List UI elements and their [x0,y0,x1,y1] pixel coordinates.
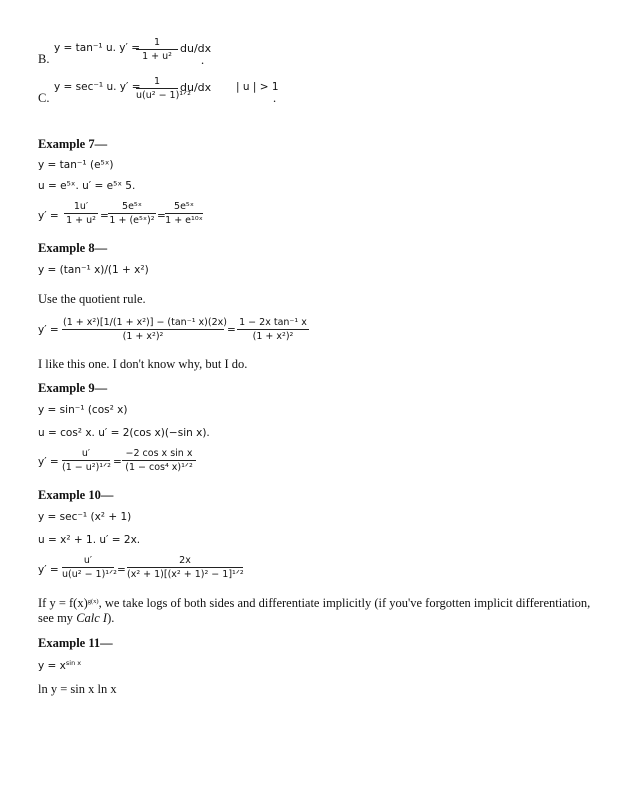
item-b-denominator: 1 + u² [142,51,172,62]
paragraph-line-1 [38,597,590,610]
equals-sign: = [117,564,126,576]
example-8-line-1: y = (tan⁻¹ x)/(1 + x²) [38,264,149,276]
item-c-end: . [273,91,277,105]
example-10-line-1: y = sec⁻¹ (x² + 1) [38,511,132,523]
paragraph-text: If y = f(x) [38,596,88,610]
example-9-f1-denominator: (1 − u²)¹ᐟ² [62,462,111,473]
example-11-base: y = x [38,660,66,672]
item-b-letter: B. [38,52,50,66]
item-c-denominator: u(u² − 1)¹ᐟ² [136,90,191,101]
example-10-heading: Example 10— [38,488,114,502]
example-7-heading: Example 7— [38,137,108,151]
example-7-f3-denominator: 1 + e¹⁰ˣ [165,215,203,226]
paragraph-line-2 [38,612,114,625]
example-7-f2-denominator: 1 + (e⁵ˣ)² [109,215,155,226]
item-b-lhs: y = tan⁻¹ u. y′ = [54,42,141,54]
paragraph-text: , we take logs of both sides and differentiate implicitly (if you've forgotten implicit differentiation, [98,596,591,610]
example-7-line-1: y = tan⁻¹ (e⁵ˣ) [38,159,114,171]
example-10-line-2: u = x² + 1. u′ = 2x. [38,534,141,546]
item-b-numerator: 1 [153,37,161,48]
equals-sign: = [113,456,122,468]
example-7-yprime: y′ = [38,210,59,222]
example-7-f3-numerator: 5e⁵ˣ [174,201,194,212]
example-7-fraction-3 [165,201,203,226]
example-8-heading: Example 8— [38,241,108,255]
example-8-f1-numerator: (1 + x²)[1/(1 + x²)] − (tan⁻¹ x)(2x) [63,317,227,328]
example-9-fraction-2 [122,448,196,473]
example-10-fraction-2 [127,555,243,580]
example-11-line-1 [38,661,81,672]
example-9-line-2: u = cos² x. u′ = 2(cos x)(−sin x). [38,427,210,439]
example-10-f1-denominator: u(u² − 1)¹ᐟ² [62,569,117,580]
example-10-f1-numerator: u′ [83,555,93,566]
example-7-f1-denominator: 1 + u² [66,215,96,226]
item-b-tail: du/dx [180,42,212,55]
example-7-fraction-2 [108,201,156,226]
example-11-heading: Example 11— [38,636,113,650]
example-8-f2-numerator: 1 − 2x tan⁻¹ x [239,317,307,328]
item-c-fraction [136,76,191,101]
example-10-yprime: y′ = [38,564,59,576]
paragraph-exponent: g(x) [87,598,99,605]
example-8-comment: I like this one. I don't know why, but I do. [38,357,248,371]
example-10-f2-numerator: 2x [179,555,191,566]
item-c-lhs: y = sec⁻¹ u. y′ = [54,81,141,93]
item-b-fraction [136,37,178,62]
example-8-fraction-2 [237,317,309,342]
paragraph-text: see my [38,611,77,625]
example-10-fraction-1 [62,555,117,580]
example-7-f1-numerator: 1u′ [73,201,89,212]
example-10-f2-denominator: (x² + 1)[(x² + 1)² − 1]¹ᐟ² [127,569,244,580]
example-7-fraction-1 [64,201,98,226]
equals-sign: = [100,210,109,222]
example-9-f2-denominator: (1 − cos⁴ x)¹ᐟ² [125,462,193,473]
example-8-f2-denominator: (1 + x²)² [252,331,294,342]
example-9-line-1: y = sin⁻¹ (cos² x) [38,404,128,416]
item-c-condition: | u | > 1 [236,81,279,93]
example-7-line-2: u = e⁵ˣ. u′ = e⁵ˣ 5. [38,180,136,192]
item-c-tail: du/dx [180,81,212,94]
example-9-f1-numerator: u′ [81,448,91,459]
example-7-f2-numerator: 5e⁵ˣ [122,201,142,212]
example-8-text: Use the quotient rule. [38,292,146,306]
example-8-yprime: y′ = [38,324,59,336]
paragraph-text: ). [107,611,115,625]
item-c-letter: C. [38,91,50,105]
item-b-end: . [201,53,205,67]
example-9-f2-numerator: −2 cos x sin x [125,448,193,459]
example-9-fraction-1 [62,448,110,473]
example-8-fraction-1 [62,317,227,342]
example-9-heading: Example 9— [38,381,108,395]
example-9-yprime: y′ = [38,456,59,468]
item-c-numerator: 1 [153,76,161,87]
example-11-line-2: ln y = sin x ln x [38,682,117,696]
example-11-exponent: sin x [65,659,82,667]
calc-i-link-text: Calc I [76,611,108,625]
example-8-f1-denominator: (1 + x²)² [122,331,164,342]
equals-sign: = [227,324,236,336]
equals-sign: = [157,210,166,222]
